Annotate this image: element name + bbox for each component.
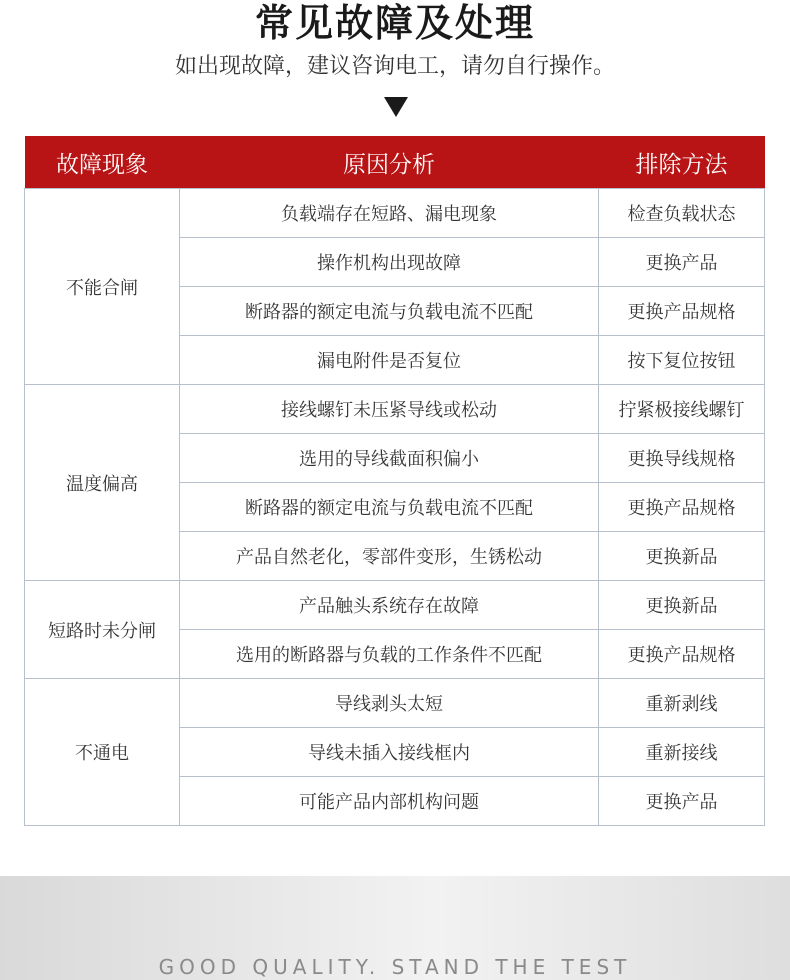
fix-cell: 更换新品 [599,581,765,630]
fault-table [24,136,765,826]
footer-slogan: GOOD QUALITY. STAND THE TEST [158,955,632,979]
table-row [25,581,765,630]
fix-cell: 检查负载状态 [599,189,765,238]
cause-cell: 可能产品内部机构问题 [180,777,599,826]
cause-cell: 选用的断路器与负载的工作条件不匹配 [180,630,599,679]
cause-cell: 产品自然老化，零部件变形，生锈松动 [180,532,599,581]
cause-cell: 操作机构出现故障 [180,238,599,287]
cause-cell: 断路器的额定电流与负载电流不匹配 [180,483,599,532]
table-row [25,679,765,728]
cause-cell: 选用的导线截面积偏小 [180,434,599,483]
cause-cell: 接线螺钉未压紧导线或松动 [180,385,599,434]
fix-cell: 更换产品规格 [599,483,765,532]
fix-cell: 更换产品规格 [599,630,765,679]
fix-cell: 重新剥线 [599,679,765,728]
symptom-cell: 温度偏高 [25,385,180,581]
symptom-cell: 不能合闸 [25,189,180,385]
cause-cell: 负载端存在短路、漏电现象 [180,189,599,238]
symptom-cell: 不通电 [25,679,180,826]
page-subtitle: 如出现故障，建议咨询电工，请勿自行操作。 [174,54,615,79]
cause-cell: 导线剥头太短 [180,679,599,728]
header-cause: 原因分析 [180,136,599,189]
cause-cell: 导线未插入接线框内 [180,728,599,777]
fix-cell: 拧紧极接线螺钉 [599,385,765,434]
table-row [25,189,765,238]
page-title: 常见故障及处理 [254,1,535,45]
cause-cell: 断路器的额定电流与负载电流不匹配 [180,287,599,336]
table-header-row [25,136,765,189]
header-symptom: 故障现象 [25,136,180,189]
header-fix: 排除方法 [599,136,765,189]
symptom-cell: 短路时未分闸 [25,581,180,679]
fix-cell: 更换产品规格 [599,287,765,336]
fix-cell: 更换新品 [599,532,765,581]
fix-cell: 更换导线规格 [599,434,765,483]
fix-cell: 按下复位按钮 [599,336,765,385]
down-arrow-icon [384,97,408,117]
table-row [25,385,765,434]
cause-cell: 产品触头系统存在故障 [180,581,599,630]
fix-cell: 重新接线 [599,728,765,777]
fix-cell: 更换产品 [599,777,765,826]
fix-cell: 更换产品 [599,238,765,287]
cause-cell: 漏电附件是否复位 [180,336,599,385]
